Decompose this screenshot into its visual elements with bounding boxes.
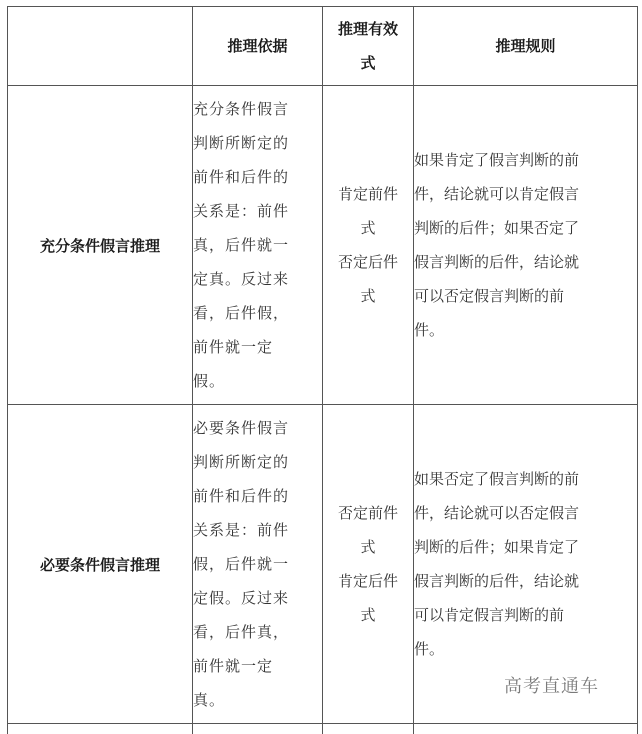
header-empty <box>8 7 193 86</box>
watermark-text: 高考直通车 <box>504 676 599 697</box>
rule-line: 假言判断的后件，结论就 <box>414 572 580 590</box>
reasoning-rule <box>414 86 638 405</box>
reasoning-type: 充分条件假言推理 <box>8 86 193 405</box>
basis-line: 假，后件就一 <box>193 555 290 573</box>
rule-line: 件，结论就可以肯定假言 <box>414 185 580 203</box>
rule-line: 判断的后件；如果肯定了 <box>414 538 580 556</box>
basis-line: 真。 <box>193 691 226 709</box>
header-valid-form <box>323 7 414 86</box>
header-valid-form-line: 式 <box>360 54 376 72</box>
basis-line: 假。 <box>193 372 226 390</box>
basis-line: 判断所断定的 <box>193 453 290 471</box>
valid-form <box>323 405 414 724</box>
basis-line: 关系是：前件 <box>193 202 290 220</box>
basis-line: 前件和后件的 <box>193 168 290 186</box>
reasoning-table <box>7 6 638 734</box>
form-line: 否定前件 <box>337 504 398 522</box>
rule-line: 可以否定假言判断的前 <box>414 287 565 305</box>
basis-line: 定真。反过来 <box>193 270 290 288</box>
table-row <box>8 86 638 405</box>
basis-line: 看，后件真， <box>193 623 290 641</box>
table-cell-empty <box>193 724 323 734</box>
reasoning-type: 必要条件假言推理 <box>8 405 193 724</box>
table-cell-empty <box>323 724 414 734</box>
basis-line: 前件就一定 <box>193 657 274 675</box>
basis-line: 充分条件假言 <box>193 100 290 118</box>
rule-line: 可以肯定假言判断的前 <box>414 606 565 624</box>
valid-form <box>323 86 414 405</box>
basis-line: 前件和后件的 <box>193 487 290 505</box>
form-line: 式 <box>360 219 376 237</box>
rule-line: 件。 <box>414 321 445 339</box>
rule-line: 如果肯定了假言判断的前 <box>414 151 580 169</box>
form-line: 式 <box>360 287 376 305</box>
rule-line: 件，结论就可以否定假言 <box>414 504 580 522</box>
form-line: 式 <box>360 538 376 556</box>
table-row-partial <box>8 724 638 734</box>
form-line: 否定后件 <box>337 253 398 271</box>
form-line: 式 <box>360 606 376 624</box>
header-row <box>8 7 638 86</box>
rule-line: 假言判断的后件，结论就 <box>414 253 580 271</box>
table-cell-empty <box>8 724 193 734</box>
rule-line: 判断的后件；如果否定了 <box>414 219 580 237</box>
basis-line: 真，后件就一 <box>193 236 290 254</box>
basis-line: 看，后件假， <box>193 304 290 322</box>
basis-line: 定假。反过来 <box>193 589 290 607</box>
basis-line: 判断所断定的 <box>193 134 290 152</box>
basis-line: 前件就一定 <box>193 338 274 356</box>
header-valid-form-line: 推理有效 <box>337 20 398 38</box>
reasoning-basis <box>193 86 323 405</box>
header-rule: 推理规则 <box>414 7 638 86</box>
basis-line: 必要条件假言 <box>193 419 290 437</box>
header-basis: 推理依据 <box>193 7 323 86</box>
basis-line: 关系是：前件 <box>193 521 290 539</box>
form-line: 肯定后件 <box>337 572 398 590</box>
reasoning-basis <box>193 405 323 724</box>
rule-line: 如果否定了假言判断的前 <box>414 470 580 488</box>
rule-line: 件。 <box>414 640 445 658</box>
form-line: 肯定前件 <box>337 185 398 203</box>
table-cell-empty <box>414 724 638 734</box>
